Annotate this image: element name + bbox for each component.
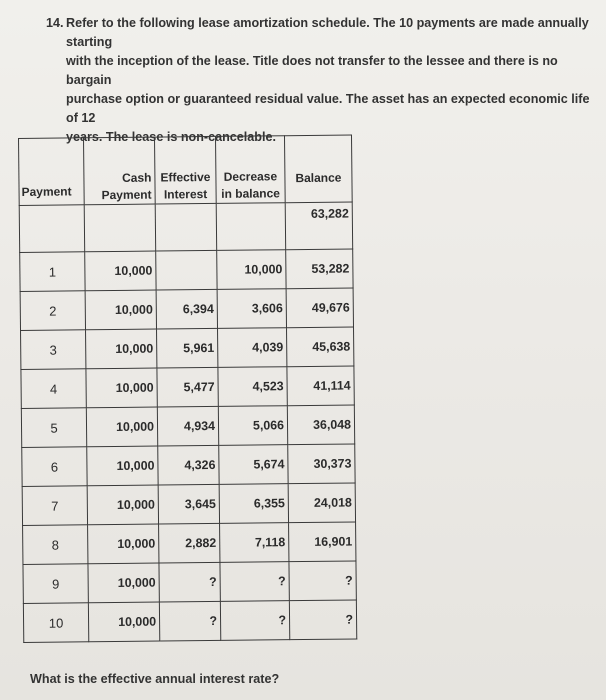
decrease-in-balance: 4,523 <box>218 367 287 407</box>
question-text: Refer to the following lease amortization schedule. The 10 payments are made annually starting with the inception of the lease. Title does not transfer to the lessee and there is no bargain purchase option or guaranteed residual value. The asset has an expected economic life of 12 years. The lease is non-cancelable. <box>66 16 590 144</box>
table-row <box>23 561 356 603</box>
follow-up-question: What is the effective annual interest rate? <box>30 672 280 686</box>
decrease-in-balance: 5,066 <box>218 406 287 446</box>
cash-payment: 10,000 <box>88 524 159 564</box>
header-cash-payment <box>84 137 156 205</box>
table-row <box>22 444 355 486</box>
cash-payment: 10,000 <box>86 407 157 447</box>
table-row <box>20 288 353 330</box>
opening-interest-cell <box>155 203 216 251</box>
decrease-in-balance: 10,000 <box>217 250 286 290</box>
payment-number: 9 <box>23 564 88 604</box>
header-cash-line1: Cash <box>122 170 152 185</box>
table-row <box>22 483 355 525</box>
decrease-in-balance: 6,355 <box>219 484 288 524</box>
effective-interest <box>156 250 217 290</box>
cash-payment: 10,000 <box>88 602 159 642</box>
decrease-in-balance: 5,674 <box>219 445 288 485</box>
payment-number: 1 <box>20 252 85 292</box>
effective-interest: ? <box>159 562 220 602</box>
decrease-in-balance: ? <box>220 562 289 602</box>
payment-number: 7 <box>22 486 87 526</box>
effective-interest: ? <box>159 601 220 641</box>
decrease-in-balance: 4,039 <box>218 328 287 368</box>
table-row <box>20 249 353 291</box>
decrease-in-balance: ? <box>220 601 289 641</box>
header-decrease-in-balance <box>215 136 285 204</box>
table-row <box>23 600 356 642</box>
balance: 30,373 <box>288 444 355 484</box>
effective-interest: 4,326 <box>158 445 219 485</box>
header-balance: Balance <box>284 135 352 203</box>
balance: ? <box>289 561 356 601</box>
payment-number: 4 <box>21 369 86 409</box>
question-block <box>46 14 602 147</box>
opening-payment-cell <box>19 205 84 253</box>
cash-payment: 10,000 <box>87 485 158 525</box>
header-interest-line1: Effective <box>160 169 211 185</box>
header-cash-line2: Payment <box>101 187 152 203</box>
cash-payment: 10,000 <box>88 563 159 603</box>
table-row <box>23 522 356 564</box>
opening-cash-cell <box>84 204 155 252</box>
balance: ? <box>289 600 356 640</box>
balance: 49,676 <box>286 288 353 328</box>
payment-number: 2 <box>20 291 85 331</box>
effective-interest: 3,645 <box>158 484 219 524</box>
lease-amortization-table <box>18 135 357 643</box>
balance: 41,114 <box>287 366 354 406</box>
cash-payment: 10,000 <box>86 329 157 369</box>
table-row <box>21 405 354 447</box>
effective-interest: 2,882 <box>159 523 220 563</box>
balance: 45,638 <box>287 327 354 367</box>
decrease-in-balance: 7,118 <box>220 523 289 563</box>
decrease-in-balance: 3,606 <box>217 289 286 329</box>
header-payment: Payment <box>19 138 85 206</box>
header-interest-line2: Interest <box>163 187 208 202</box>
payment-number: 6 <box>22 447 87 487</box>
effective-interest: 6,394 <box>156 289 217 329</box>
cash-payment: 10,000 <box>85 251 156 291</box>
effective-interest: 5,961 <box>157 328 218 368</box>
payment-number: 3 <box>21 330 86 370</box>
table-header-row <box>19 135 353 205</box>
cash-payment: 10,000 <box>85 290 156 330</box>
header-decrease-line2: in balance <box>221 186 281 201</box>
balance: 24,018 <box>288 483 355 523</box>
header-effective-interest <box>154 136 216 204</box>
table-row <box>21 366 354 408</box>
opening-decrease-cell <box>216 203 285 251</box>
payment-number: 5 <box>21 408 86 448</box>
opening-balance: 63,282 <box>285 202 352 250</box>
payment-number: 8 <box>23 525 88 565</box>
question-number: 14. <box>46 16 64 30</box>
effective-interest: 5,477 <box>157 367 218 407</box>
payment-number: 10 <box>23 603 88 643</box>
header-decrease-line1: Decrease <box>223 169 278 184</box>
balance: 16,901 <box>289 522 356 562</box>
balance: 53,282 <box>286 249 353 289</box>
cash-payment: 10,000 <box>87 446 158 486</box>
balance: 36,048 <box>287 405 354 445</box>
effective-interest: 4,934 <box>157 406 218 446</box>
opening-balance-row <box>19 202 352 252</box>
cash-payment: 10,000 <box>86 368 157 408</box>
table-row <box>21 327 354 369</box>
